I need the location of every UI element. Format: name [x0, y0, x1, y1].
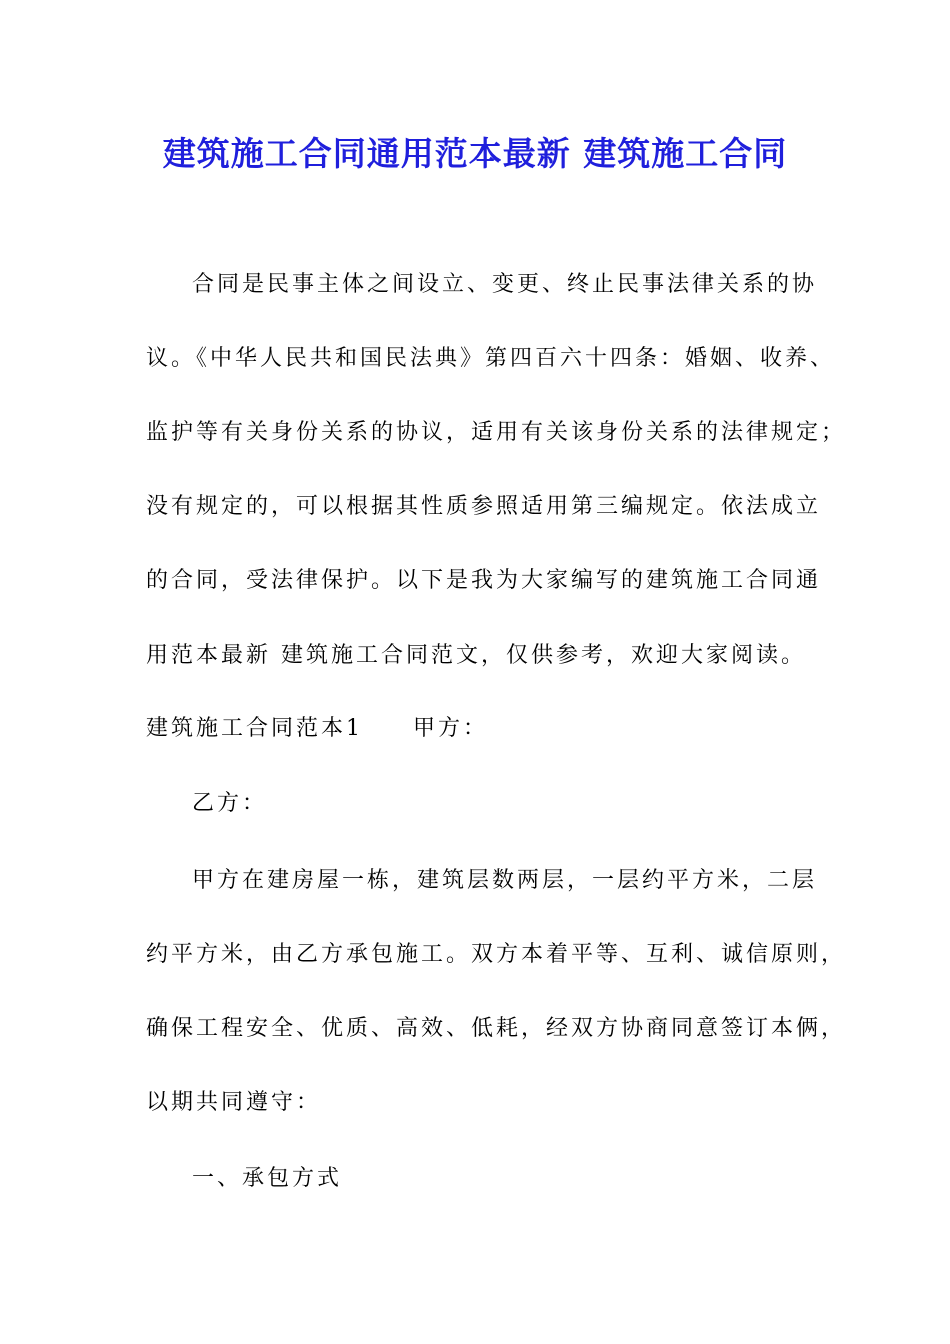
paragraph-line: 甲方在建房屋一栋，建筑层数两层，一层约平方米，二层 [192, 868, 818, 893]
paragraph-line: 议。《中华人民共和国民法典》第四百六十四条：婚姻、收养、 [146, 346, 836, 371]
paragraph-line: 的合同，受法律保护。以下是我为大家编写的建筑施工合同通 [146, 568, 822, 593]
paragraph-line: 用范本最新 建筑施工合同范文，仅供参考，欢迎大家阅读。 [146, 643, 806, 668]
section-heading-line: 建筑施工合同范本1 甲方： [146, 716, 488, 741]
paragraph-line: 确保工程安全、优质、高效、低耗，经双方协商同意签订本俩， [146, 1016, 847, 1041]
paragraph-line: 合同是民事主体之间设立、变更、终止民事法律关系的协 [192, 272, 818, 297]
page-title: 建筑施工合同通用范本最新 建筑施工合同 [162, 134, 788, 173]
paragraph-line: 以期共同遵守： [146, 1090, 322, 1115]
paragraph-line: 约平方米，由乙方承包施工。双方本着平等、互利、诚信原则， [146, 942, 847, 967]
paragraph-line: 监护等有关身份关系的协议，适用有关该身份关系的法律规定； [146, 420, 847, 445]
paragraph-line: 乙方： [192, 791, 268, 816]
paragraph-line: 没有规定的，可以根据其性质参照适用第三编规定。依法成立 [146, 494, 822, 519]
section-heading-line: 一、承包方式 [192, 1166, 343, 1191]
